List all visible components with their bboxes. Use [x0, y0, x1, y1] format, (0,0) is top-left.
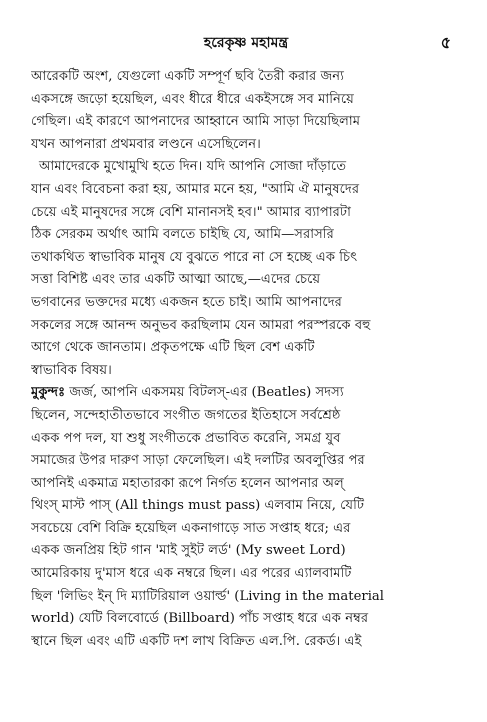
paragraph-1	[31, 66, 461, 156]
text-line: সবচেয়ে বেশি বিক্রি হয়েছিল একনাগাড়ে সাত সপ্তাহ ধরে; এর	[31, 520, 351, 536]
text-line: ছিল 'লিভিং ইন্ দি ম্যাটিরিয়াল ওয়ার্ল্ড' (Living in the material	[31, 588, 384, 604]
text-line: আরেকটি অংশ, যেগুলো একটি সম্পূর্ণ ছবি তৈরী করার জন্য	[31, 69, 344, 84]
text-line: আগে থেকে জানতাম। প্রকৃতপক্ষে এটি ছিল বেশ একটি	[31, 340, 315, 356]
text-line: আমেরিকায় দু'মাস ধরে এক নম্বরে ছিল। এর পরের এ্যালবামটি	[31, 566, 352, 582]
speech-text: জর্জ, আপনি একসময় বিটলস্-এর (Beatles) সদস্য	[65, 385, 344, 401]
running-title: হরেকৃষ্ণ মহামন্ত্র	[203, 35, 289, 51]
text-line: একসঙ্গে জড়ো হয়েছিল, এবং ধীরে ধীরে একইসঙ্গে সব মানিয়ে	[31, 91, 354, 107]
page-header	[31, 30, 461, 56]
text-line: গেছিল। এই কারণে আপনাদের আহ্বানে আমি সাড়া দিয়েছিলাম	[31, 114, 361, 130]
page-number: ৫	[440, 33, 451, 52]
text-line: সকলের সঙ্গে আনন্দ অনুভব করছিলাম যেন আমরা পরস্পরকে বহু	[31, 317, 371, 333]
text-line: সত্তা বিশিষ্ট এবং তার একটি আত্মা আছে,—এদের চেয়ে	[31, 272, 321, 288]
text-line: চেয়ে এই মানুষদের সঙ্গে বেশি মানানসই হব।" আমার ব্যাপারটা	[31, 204, 351, 220]
speaker-label: মুকুন্দঃ	[31, 385, 66, 401]
text-line: একক পপ দল, যা শুধু সংগীতকে প্রভাবিত করেনি, সমগ্র যুব	[31, 430, 341, 446]
text-line: ছিলেন, সন্দেহাতীতভাবে সংগীত জগতের ইতিহাসে সর্বশ্রেষ্ঠ	[31, 407, 341, 423]
text-line: স্বাভাবিক বিষয়।	[31, 362, 112, 378]
text-line: সমাজের উপর দারুণ সাড়া ফেলেছিল। এই দলটির অবলুপ্তির পর	[31, 453, 365, 469]
text-line: স্থানে ছিল এবং এটি একটি দশ লাখ বিক্রিত এল.পি. রেকর্ড। এই	[31, 633, 362, 649]
text-line: তথাকথিত স্বাভাবিক মানুষ যে বুঝতে পারে না সে হচ্ছে এক চিৎ	[31, 249, 358, 265]
text-line: থিংস্ মাস্ট পাস্ (All things must pass) এলবাম নিয়ে, যেটি	[31, 498, 365, 514]
paragraph-2	[31, 156, 461, 382]
text-line: আপনিই একমাত্র মহাতারকা রূপে নির্গত হলেন আপনার অল্	[31, 475, 344, 491]
text-line: যখন আপনারা প্রথমবার লণ্ডনে এসেছিলেন।	[31, 136, 261, 152]
text-line: world) যেটি বিলবোর্ডে (Billboard) পাঁচ সপ্তাহ ধরে এক নম্বর	[31, 611, 369, 627]
text-line: একক জনপ্রিয় হিট গান 'মাই সুইট লর্ড' (My sweet Lord)	[31, 543, 346, 559]
text-line: যান এবং বিবেচনা করা হয়, আমার মনে হয়, "আমি ঐ মানুষদের	[31, 181, 360, 197]
text-line: ভগবানের ভক্তদের মধ্যে একজন হতে চাই। আমি আপনাদের	[31, 294, 342, 310]
text-line: আমাদেরকে মুখোমুখি হতে দিন। যদি আপনি সোজা দাঁড়াতে	[39, 159, 347, 175]
paragraph-3	[31, 382, 461, 653]
text-line: ঠিক সেরকম অর্থাৎ আমি বলতে চাইছি যে, আমি—সরাসরি	[31, 227, 334, 243]
text-line	[31, 382, 461, 405]
